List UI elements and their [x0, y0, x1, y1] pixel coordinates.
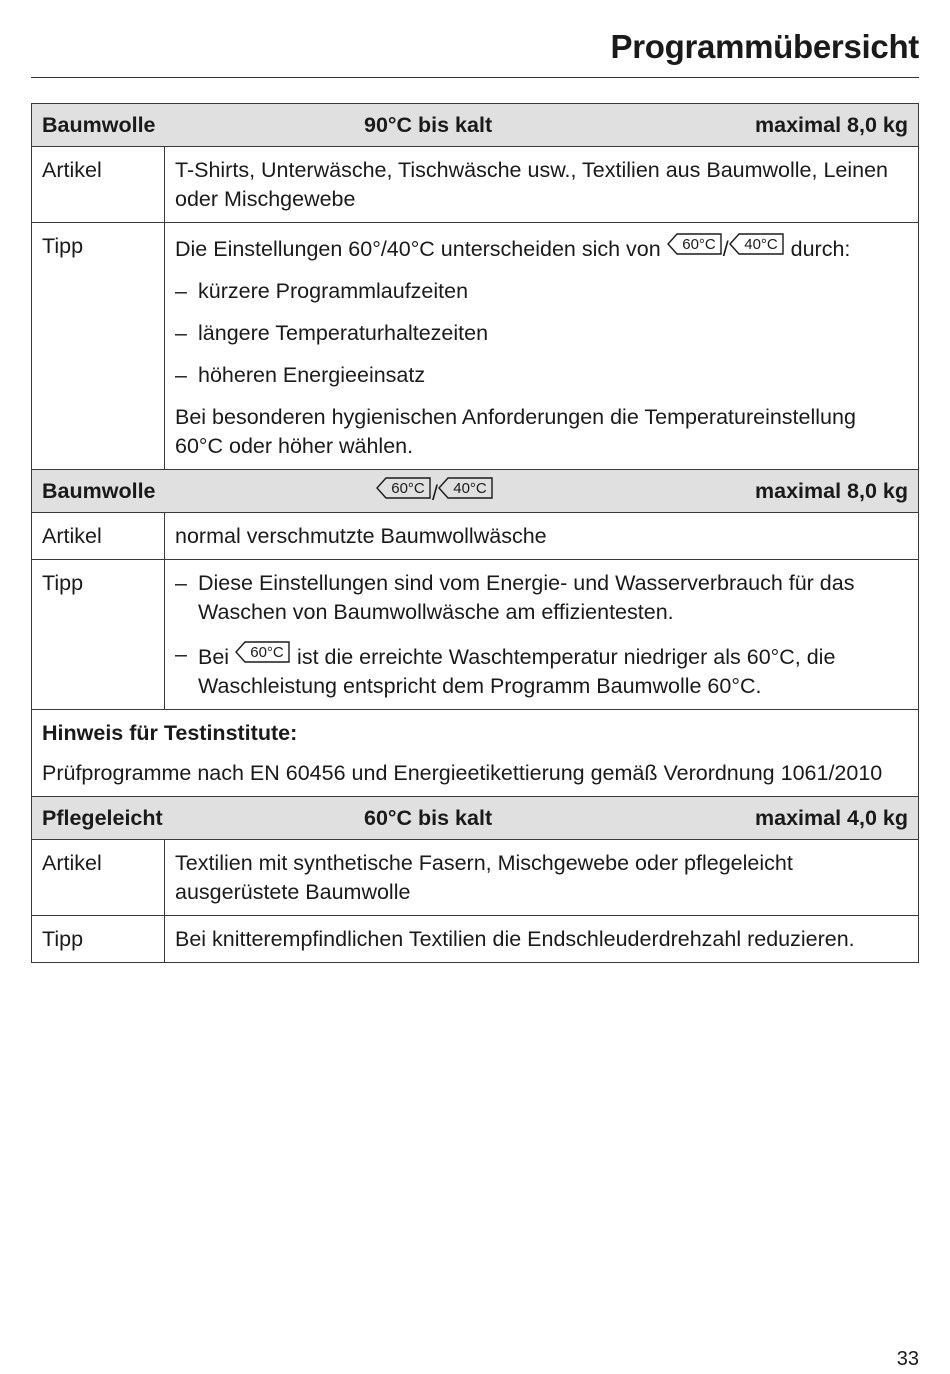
hinweis-title: Hinweis für Testinstitute: — [42, 721, 298, 745]
eco-60-symbol-icon — [235, 640, 291, 664]
artikel-row — [32, 840, 919, 916]
tipp-outro: Bei besonderen hygienischen Anforderungen die Temperatureinstellung 60°C oder höher wählen. — [175, 405, 856, 458]
artikel-row — [32, 513, 919, 560]
tipp-bullet: – kürzere Programmlaufzeiten — [175, 279, 469, 303]
eco-40-symbol-icon — [729, 232, 785, 256]
hinweis-body: Prüfprogramme nach EN 60456 und Energieetikettierung gemäß Verordnung 1061/2010 — [42, 761, 883, 785]
program-name: Baumwolle — [42, 479, 156, 503]
artikel-label: Artikel — [32, 147, 165, 223]
eco-60-symbol-icon — [667, 232, 723, 256]
program-temperature: 60°C bis kalt — [364, 806, 493, 830]
tipp-intro: Die Einstellungen 60°/40°C unterscheiden sich von 60°C / 40°C durch: — [175, 232, 908, 264]
program-header-pflegeleicht — [32, 797, 919, 840]
tipp-text: Bei knitterempfindlichen Textilien die Endschleuderdrehzahl reduzieren. — [165, 916, 919, 963]
tipp-label: Tipp — [32, 916, 165, 963]
program-max-load: maximal 8,0 kg — [755, 113, 908, 137]
program-overview-table — [31, 103, 919, 963]
tipp-bullet: – Diese Einstellungen sind vom Energie- und Wasserverbrauch für das Waschen von Baumwollwäsche am effizientesten. — [175, 571, 855, 624]
svg-text:40°C: 40°C — [743, 236, 778, 253]
hinweis-row — [32, 710, 919, 797]
tipp-row — [32, 223, 919, 470]
svg-text:60°C: 60°C — [391, 479, 425, 497]
svg-text:60°C: 60°C — [681, 236, 716, 253]
program-header-baumwolle-eco — [32, 470, 919, 513]
page-number: 33 — [896, 1348, 919, 1370]
eco-60-symbol-icon — [376, 476, 432, 500]
program-header-baumwolle-90 — [32, 104, 919, 147]
page-title: Programmübersicht — [610, 28, 919, 65]
svg-text:40°C: 40°C — [453, 479, 487, 497]
tipp-bullet: – längere Temperaturhaltezeiten — [175, 321, 489, 345]
tipp-row — [32, 916, 919, 963]
artikel-text: T-Shirts, Unterwäsche, Tischwäsche usw., Textilien aus Baumwolle, Leinen oder Mischgewebe — [165, 147, 919, 223]
artikel-label: Artikel — [32, 840, 165, 916]
artikel-label: Artikel — [32, 513, 165, 560]
program-name: Pflegeleicht — [42, 806, 163, 830]
tipp-bullet: – Bei 60°C ist die erreichte Waschtemperatur niedriger als 60°C, die Waschleistung entspricht dem Programm Baumwolle 60°C. — [175, 642, 836, 698]
program-max-load: maximal 4,0 kg — [755, 806, 908, 830]
program-name: Baumwolle — [42, 113, 156, 137]
tipp-content — [165, 223, 919, 470]
title-divider — [31, 77, 919, 78]
artikel-row — [32, 147, 919, 223]
tipp-label: Tipp — [32, 223, 165, 470]
artikel-text: normal verschmutzte Baumwollwäsche — [165, 513, 919, 560]
tipp-row — [32, 560, 919, 710]
program-temperature: 90°C bis kalt — [364, 113, 493, 137]
svg-text:60°C: 60°C — [250, 644, 284, 661]
eco-40-symbol-icon — [438, 476, 494, 500]
artikel-text: Textilien mit synthetische Fasern, Mischgewebe oder pflegeleicht ausgerüstete Baumwolle — [165, 840, 919, 916]
program-max-load: maximal 8,0 kg — [755, 479, 908, 503]
tipp-label: Tipp — [32, 560, 165, 710]
tipp-bullet: – höheren Energieeinsatz — [175, 363, 426, 387]
tipp-content — [165, 560, 919, 710]
program-eco-symbols: 60°C / 40°C — [376, 476, 494, 508]
